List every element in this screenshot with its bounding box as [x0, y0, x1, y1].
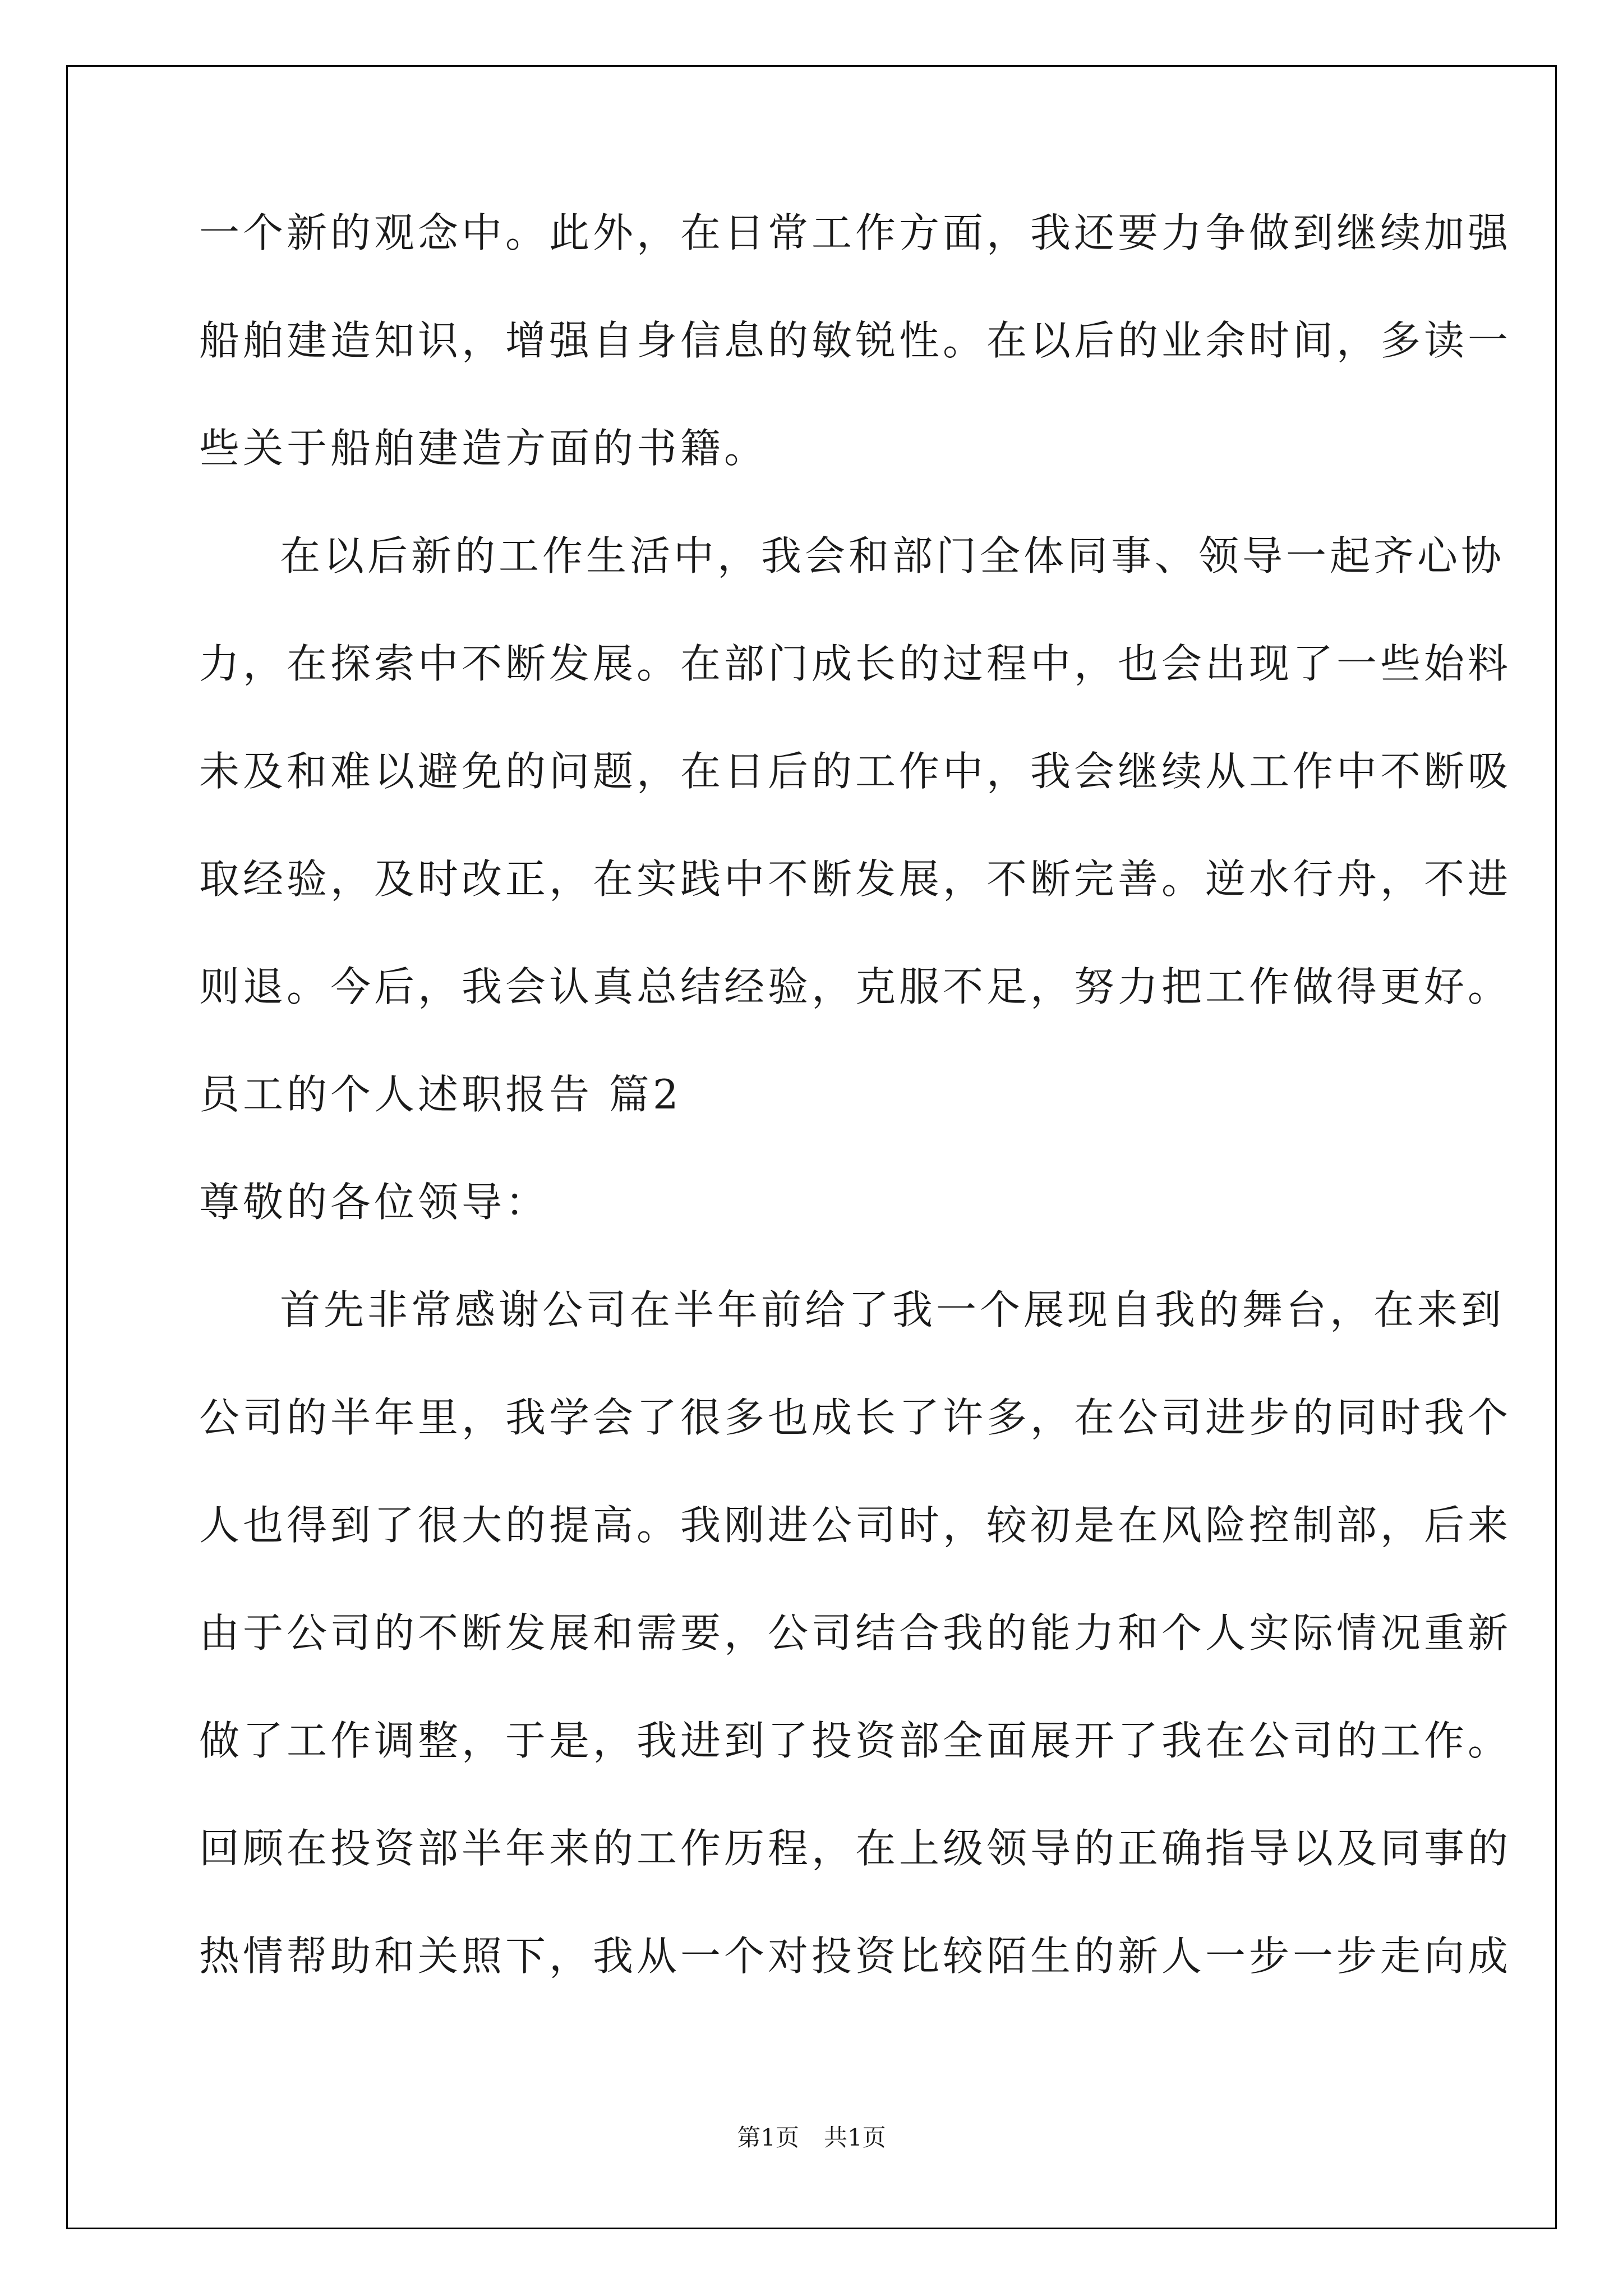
text-line: 公司的半年里，我学会了很多也成长了许多，在公司进步的同时我个	[199, 1394, 1512, 1441]
page-count: 共1页	[824, 2124, 886, 2151]
paragraph-first-line: 首先非常感谢公司在半年前给了我一个展现自我的舞台，在来到	[280, 1286, 1505, 1333]
salutation: 尊敬的各位领导：	[199, 1179, 550, 1226]
text-line: 取经验，及时改正，在实践中不断发展，不断完善。逆水行舟，不进	[199, 855, 1512, 903]
text-line: 船舶建造知识，增强自身信息的敏锐性。在以后的业余时间，多读一	[199, 317, 1512, 364]
text-line: 人也得到了很大的提高。我刚进公司时，较初是在风险控制部，后来	[199, 1502, 1512, 1549]
text-line: 回顾在投资部半年来的工作历程，在上级领导的正确指导以及同事的	[199, 1825, 1512, 1872]
text-line: 做了工作调整，于是，我进到了投资部全面展开了我在公司的工作。	[199, 1717, 1512, 1764]
text-line: 热情帮助和关照下，我从一个对投资比较陌生的新人一步一步走向成	[199, 1932, 1512, 1980]
paragraph-first-line: 在以后新的工作生活中，我会和部门全体同事、领导一起齐心协	[280, 532, 1505, 579]
text-line: 则退。今后，我会认真总结经验，克服不足，努力把工作做得更好。	[199, 963, 1512, 1010]
text-line: 力，在探索中不断发展。在部门成长的过程中，也会出现了一些始料	[199, 640, 1512, 687]
page-footer	[0, 2121, 1623, 2155]
text-line: 未及和难以避免的问题，在日后的工作中，我会继续从工作中不断吸	[199, 748, 1512, 795]
text-line: 一个新的观念中。此外，在日常工作方面，我还要力争做到继续加强	[199, 209, 1512, 256]
section-heading: 员工的个人述职报告 篇2	[199, 1071, 682, 1118]
page-number: 第1页	[737, 2124, 799, 2151]
page-frame	[66, 65, 1557, 2229]
text-line: 些关于船舶建造方面的书籍。	[199, 425, 768, 472]
text-line: 由于公司的不断发展和需要，公司结合我的能力和个人实际情况重新	[199, 1609, 1512, 1657]
